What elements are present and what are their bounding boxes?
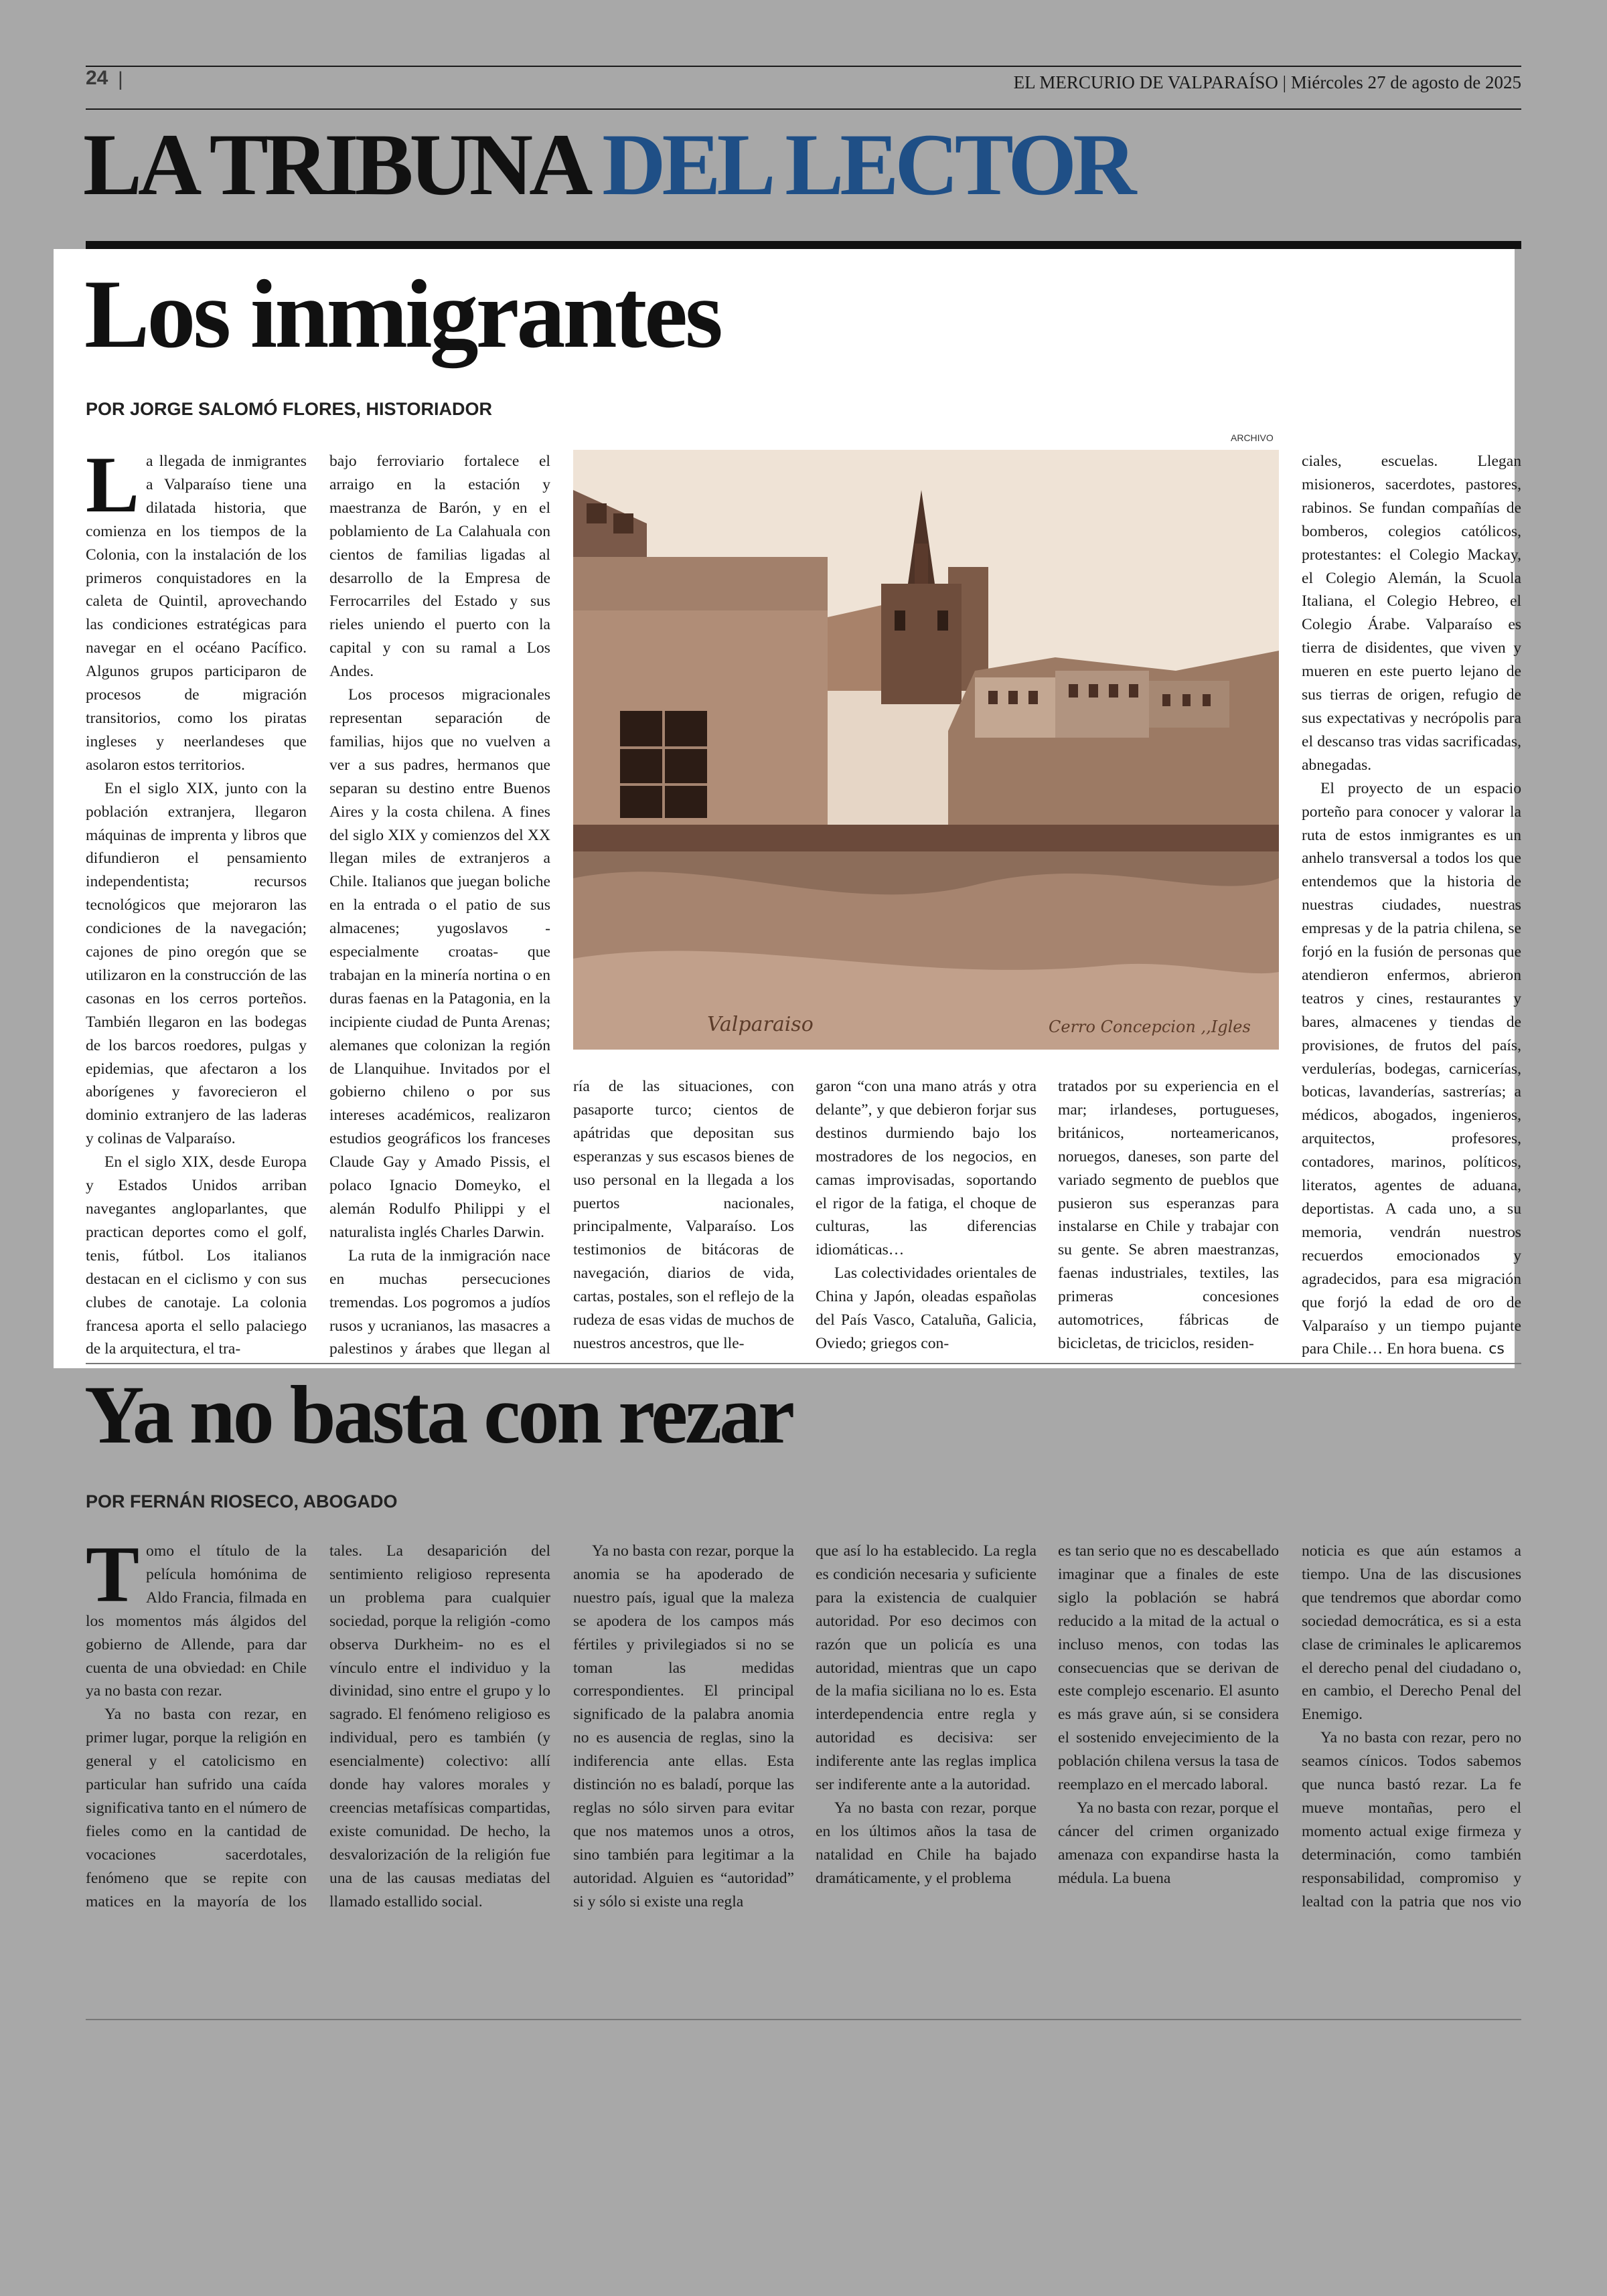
- article-1-col1-para3: En el siglo XIX, desde Europa y Estados Unidos arriban navegantes angloparlantes, que practican deportes como el golf, tenis, fútbol. Los italianos destacan en el ciclismo y con sus clubes de canotaje. La colonia francesa aporta el sello palaciego de la arquitectura, el tra-: [86, 1153, 307, 1358]
- photo-credit: ARCHIVO: [1231, 432, 1274, 443]
- article-2-col6-para1: noticia es que aún estamos a tiempo. Una de las discusiones que tendremos que abordar como sociedad democrática, es si a esta clase de criminales le aplicaremos el derecho penal del ciudadano o, en cambio, el Derecho Penal del Enemigo.: [1302, 1542, 1521, 1724]
- valparaiso-historic-photo: [573, 450, 1279, 1050]
- photo-caption-left: Valparaiso: [707, 1013, 814, 1036]
- article-2-col1-para1: Tomo el título de la película homónima de Aldo Francia, filmada en los momentos más álgidos del gobierno de Allende, para dar cuenta de una obviedad: en Chile ya no basta con rezar.: [86, 1540, 307, 1700]
- article-2-col1-para2: Ya no basta con rezar, en primer lugar, porque la religión en general y el catolicismo en particular han sufrido una caída significativa tanto en el número de fieles como en la cantidad de vocaciones sacerdotales, fenómeno que se repite con matices en la mayoría de los: [86, 1706, 307, 1910]
- article-2-col4-para1: que así lo ha establecido. La regla es condición necesaria y suficiente para la existencia de cualquier autoridad. Por eso decimos con razón que un policía es una autoridad, mientras que un capo de la mafia siciliana no lo es. Esta interdependencia entre regla y autoridad es decisiva: ser indiferente ante las reglas implica ser indiferente ante a la autoridad.: [816, 1542, 1037, 1794]
- article-1-column-4: [816, 1075, 1037, 1356]
- article-2-column-4: [816, 1540, 1037, 1914]
- article-1-column-1: [86, 450, 307, 1360]
- section-title: [83, 115, 1133, 214]
- masthead-rule: [86, 108, 1521, 110]
- bottom-rule: [86, 2019, 1521, 2020]
- article-2-col2-para1: tales. La desaparición del sentimiento religioso representa un problema para cualquier sociedad, porque la religión -como observa Durkheim- no es el vínculo entre el individuo y la divinidad, sino entre el grupo y lo sagrado. El fenómeno religioso es individual, pero es también (y esencialmente) colectivo: allí donde hay valores morales y creencias metafísicas compartidas, existe comunidad. De hecho, la desvalorización de la religión fue una de las causas mediatas del llamado estallido social.: [329, 1542, 550, 1910]
- article-1-byline: POR JORGE SALOMÓ FLORES, HISTORIADOR: [86, 399, 493, 419]
- top-rule: [86, 66, 1521, 67]
- article-2-headline: Ya no basta con rezar: [84, 1369, 793, 1461]
- article-2-dropcap: T: [86, 1540, 140, 1619]
- article-2-col6-para2: Ya no basta con rezar, pero no seamos cínicos. Todos sabemos que nunca bastó rezar. La fe mueve montañas, pero el momento actual exige firmeza y determinación, como también responsabilidad, compromiso y lealtad con la patria que nos vio: [1302, 1729, 1521, 1910]
- article-1-col3-para1: ría de las situaciones, con pasaporte turco; cientos de apátridas que depositan sus esperanzas y sus escasos bienes de uso personal en la llegada a los puertos nacionales, principalmente, Valparaíso. Los testimonios de bitácoras de navegación, diarios de vida, cartas, postales, son el reflejo de la rudeza de esas vidas de muchos de nuestros ancestros, que lle-: [573, 1078, 794, 1352]
- article-1-col6-para2: El proyecto de un espacio porteño para conocer y valorar la ruta de estos inmigrantes es un anhelo transversal a todos los que entendemos que la historia de nuestras ciudades, nuestras empresas y de la patria chilena, se forjó en la fusión de personas que atendieron enfermos, abrieron teatros y cines, restaurantes y bares, almacenes y tiendas de provisiones, de frutos del país, verdulerías, bodegas, carnicerías, boticas, lavanderías, sastrerías; a médicos, abogados, ingenieros, arquitectos, profesores, contadores, marinos, políticos, literatos, agentes de aduana, deportistas. A cada uno, a su memoria, vendrán nuestros recuerdos emocionados y agradecidos, para esa migración que forjó la edad de oro de Valparaíso y un tiempo pujante para Chile… En hora buena. cs: [1302, 779, 1521, 1358]
- article-1-col5-para1: tratados por su experiencia en el mar; irlandeses, portugueses, británicos, norteamericanos, noruegos, daneses, son parte del variado segmento de pueblos que pusieron sus esperanzas para instalarse en Chile y trabajar con su gente. Se abren maestranzas, faenas industriales, textiles, las primeras concesiones automotrices, fábricas de bicicletas, de triciclos, residen-: [1058, 1078, 1279, 1352]
- article-2-column-3: [573, 1540, 794, 1914]
- article-2-col4-para2: Ya no basta con rezar, porque en los últimos años la tasa de natalidad en Chile ha bajado dramáticamente, y el problema: [816, 1799, 1037, 1887]
- paper-name-and-date: EL MERCURIO DE VALPARAÍSO | Miércoles 27 de agosto de 2025: [1013, 72, 1521, 92]
- section-title-part2: DEL LECTOR: [602, 115, 1133, 214]
- article-1-col4-para1: garon “con una mano atrás y otra delante”, y que debieron forjar sus destinos durmiendo bajo los mostradores de los negocios, en camas improvisadas, soportando el rigor de la fatiga, el choque de culturas, las diferencias idiomáticas…: [816, 1078, 1037, 1259]
- article-2-col5-para2: Ya no basta con rezar, porque el cáncer del crimen organizado amenaza con expandirse hasta la médula. La buena: [1058, 1799, 1279, 1887]
- page-number-separator: |: [118, 68, 123, 90]
- article-1-col6-para1: ciales, escuelas. Llegan misioneros, sacerdotes, pastores, rabinos. Se fundan compañías de bomberos, colegios católicos, protestantes: el Colegio Mackay, el Colegio Alemán, la Scuola Italiana, el Colegio Hebreo, el Colegio Árabe. Valparaíso es tierra de disidentes, que viven y mueren en este puerto lejano de sus tierras de origen, refugio de sus expectativas y necrópolis para el descanso tras vidas sacrificadas, abnegadas.: [1302, 453, 1521, 774]
- article-2-col5-para1: es tan serio que no es descabellado imaginar que a finales de este siglo la población se habrá reducido a la mitad de la actual o incluso menos, con todas las consecuencias que se derivan de este complejo escenario. El asunto es más grave aún, si se considera el sostenido envejecimiento de la población chilena versus la tasa de reemplazo en el mercado laboral.: [1058, 1542, 1279, 1794]
- article-1-col4-para2: Las colectividades orientales de China y Japón, oleadas españolas del País Vasco, Cataluña, Galicia, Oviedo; griegos con-: [816, 1264, 1037, 1352]
- photo-caption-right: Cerro Concepcion ,,Igles: [1049, 1017, 1251, 1036]
- article-1-col2-para2: Los procesos migracionales representan separación de familias, hijos que no vuelven a ver a sus padres, hermanos que separan su destino entre Buenos Aires y la costa chilena. A fines del siglo XIX y comienzos del XX llegan miles de extranjeros a Chile. Italianos que juegan boliche en la entrada o el patio de sus almacenes; yugoslavos -especialmente croatas- que trabajan en la minería nortina o en duras faenas en la Patagonia, en la incipiente ciudad de Punta Arenas; alemanes que colonizan la región de Llanquihue. Invitados por el gobierno chileno o por sus intereses académicos, realizaron estudios geográficos los franceses Claude Gay y Amado Pissis, el polaco Ignacio Domeyko, el alemán Rodulfo Philippi y el naturalista inglés Charles Darwin.: [329, 686, 550, 1241]
- article-1-headline: Los inmigrantes: [84, 260, 720, 368]
- article-separator-rule: [86, 1363, 1521, 1364]
- article-1-col1-para1: La llegada de inmigrantes a Valparaíso tiene una dilatada historia, que comienza en los tiempos de la Colonia, con la instalación de los primeros conquistadores en la caleta de Quintil, aprovechando las condiciones estratégicas para navegar en el océano Pacífico. Algunos grupos participaron de procesos de migración transitorios, como los piratas ingleses y neerlandeses que asolaron estos territorios.: [86, 450, 307, 774]
- page-number: 24: [86, 67, 108, 89]
- article-2-col3-para1: Ya no basta con rezar, porque la anomia se ha apoderado de nuestro país, igual que la maleza se apodera de los campos más fértiles y privilegiados si no se toman las medidas correspondientes. El principal significado de la palabra anomia no es ausencia de reglas, sino la indiferencia ante ellas. Esta distinción no es baladí, porque las reglas no sólo sirven para evitar que nos matemos unos a otros, sino también para legitimar a la autoridad. Alguien es “autoridad” si y sólo si existe una regla: [573, 1542, 794, 1910]
- article-1-column-2: [329, 450, 550, 1360]
- article-1-column-3: [573, 1075, 794, 1356]
- article-1-col2-para3: La ruta de la inmigración nace en muchas persecuciones tremendas. Los pogromos a judíos rusos y ucranianos, las masacres a palestinos y árabes que llegan al: [329, 1246, 550, 1358]
- article-1-col1-para2: En el siglo XIX, junto con la población extranjera, llegaron máquinas de imprenta y libros que difundieron el pensamiento independentista; recursos tecnológicos que mejoraron las condiciones de la navegación; cajones de pino oregón que se utilizaron en la construcción de las casonas en los cerros porteños. También llegaron en las bodegas de los barcos roedores, pulgas y epidemias, que afectaron a los aborígenes y favorecieron el dominio extranjero de las laderas y colinas de Valparaíso.: [86, 779, 307, 1148]
- article-2-column-6: [1302, 1540, 1521, 1914]
- article-2-byline: POR FERNÁN RIOSECO, ABOGADO: [86, 1491, 398, 1511]
- article-1-column-5: [1058, 1075, 1279, 1356]
- section-thick-rule: [86, 241, 1521, 249]
- article-1-col2-para1: bajo ferroviario fortalece el arraigo en la estación y maestranza de Barón, y en el poblamiento de La Calahuala con cientos de familias ligadas al desarrollo de la Empresa de Ferrocarriles del Estado y sus rieles uniendo el puerto con la capital y con su ramal a Los Andes.: [329, 453, 550, 681]
- article-1-dropcap: L: [86, 450, 140, 529]
- article-2-column-1: [86, 1540, 307, 1914]
- sepia-photo-illustration: [573, 450, 1279, 1050]
- end-of-article-icon: cs: [1488, 1341, 1505, 1358]
- article-2-column-5: [1058, 1540, 1279, 1914]
- section-title-part1: LA TRIBUNA: [83, 115, 585, 214]
- article-2-column-2: [329, 1540, 550, 1914]
- article-1-column-6: [1302, 450, 1521, 1360]
